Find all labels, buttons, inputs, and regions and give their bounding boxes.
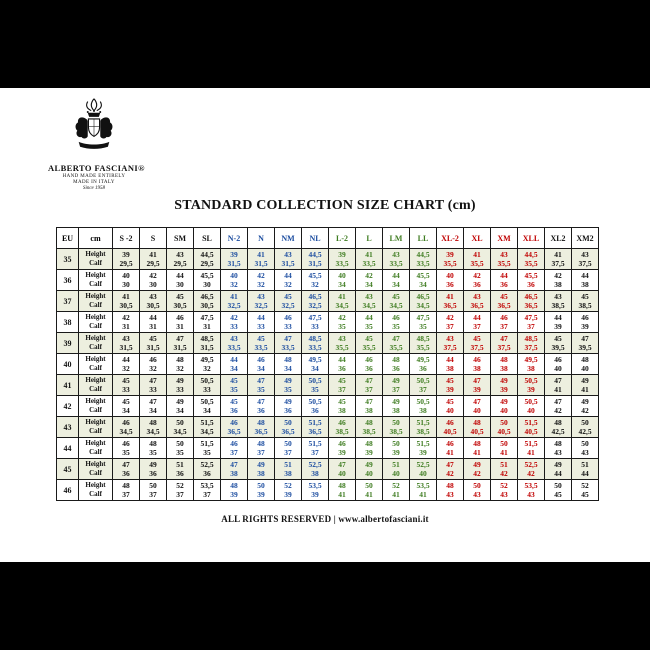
size-cell: 47 39 [464,375,491,396]
size-cell: 41 29,5 [140,249,167,270]
size-cell: 45 30,5 [167,291,194,312]
size-cell: 50 35 [167,438,194,459]
size-cell: 50,5 33 [194,375,221,396]
size-row-eu-39 [57,333,599,354]
size-cell: 49 40 [356,459,383,480]
size-cell: 46 34,5 [113,417,140,438]
size-cell: 45 39,5 [545,333,572,354]
page-title: STANDARD COLLECTION SIZE CHART (cm) [174,198,476,213]
size-cell: 41 34,5 [329,291,356,312]
size-cell: 44 38 [437,354,464,375]
size-cell: 41 36,5 [437,291,464,312]
size-cell: 53,5 37 [194,480,221,501]
table-header-row [57,228,599,249]
size-cell: 44 33 [248,312,275,333]
header-size-xl: XL [464,228,491,249]
size-cell: 47 41 [545,375,572,396]
eu-size-label: 44 [57,438,79,459]
size-cell: 46 35 [383,312,410,333]
size-cell: 45 33,5 [248,333,275,354]
size-cell: 53,5 39 [302,480,329,501]
size-cell: 47 34 [140,396,167,417]
size-cell: 42 36 [464,270,491,291]
header-size-ll: LL [410,228,437,249]
size-cell: 49 40 [491,396,518,417]
size-cell: 51,5 41 [518,438,545,459]
size-cell: 50 43 [572,438,599,459]
size-cell: 51 44 [572,459,599,480]
size-cell: 50 37 [140,480,167,501]
size-cell: 41 30,5 [113,291,140,312]
size-cell: 43 32,5 [248,291,275,312]
size-cell: 50 38,5 [383,417,410,438]
size-cell: 48,5 37,5 [518,333,545,354]
size-cell: 40 36 [437,270,464,291]
measure-labels: Height Calf [79,480,113,501]
size-cell: 50 40,5 [491,417,518,438]
size-cell: 44 36 [329,354,356,375]
size-cell: 43 35,5 [491,249,518,270]
size-cell: 52 39 [275,480,302,501]
size-cell: 44,5 35,5 [518,249,545,270]
size-cell: 51 38 [275,459,302,480]
size-cell: 50,5 35 [302,375,329,396]
size-cell: 48 41 [329,480,356,501]
size-cell: 40 30 [113,270,140,291]
size-cell: 45,5 30 [194,270,221,291]
size-cell: 46 41 [437,438,464,459]
header-size-xm2: XM2 [572,228,599,249]
size-cell: 50,5 36 [302,396,329,417]
size-cell: 46 35 [113,438,140,459]
size-cell: 46,5 32,5 [302,291,329,312]
size-cell: 47 42 [545,396,572,417]
size-cell: 51,5 38,5 [410,417,437,438]
size-cell: 43 33,5 [383,249,410,270]
size-cell: 49 36 [140,459,167,480]
size-cell: 45 36,5 [491,291,518,312]
size-cell: 42 31 [113,312,140,333]
brand-tagline-2: MADE IN ITALY [73,180,115,185]
size-row-eu-42 [57,396,599,417]
size-cell: 45 36 [221,396,248,417]
bottom-letterbox-bar [0,562,650,650]
size-cell: 47 40 [464,396,491,417]
size-cell: 51,5 36,5 [302,417,329,438]
size-cell: 49 34 [167,396,194,417]
brand-since: Since 1958 [82,186,106,191]
size-cell: 50 34,5 [167,417,194,438]
eu-size-label: 43 [57,417,79,438]
header-cm: cm [79,228,113,249]
size-cell: 39 35,5 [437,249,464,270]
measure-labels: Height Calf [79,459,113,480]
size-cell: 47,5 37 [518,312,545,333]
size-cell: 48 43 [545,438,572,459]
size-cell: 44,5 31,5 [302,249,329,270]
size-cell: 50 39 [383,438,410,459]
size-cell: 49 42 [572,396,599,417]
size-cell: 45,5 36 [518,270,545,291]
header-size-xl2: XL2 [545,228,572,249]
size-cell: 51 40 [383,459,410,480]
measure-labels: Height Calf [79,375,113,396]
size-cell: 41 33,5 [356,249,383,270]
measure-labels: Height Calf [79,333,113,354]
size-cell: 49 42 [464,459,491,480]
size-cell: 41 31,5 [248,249,275,270]
header-size-xl-2: XL-2 [437,228,464,249]
size-cell: 39 33,5 [329,249,356,270]
size-cell: 40 34 [329,270,356,291]
size-cell: 48 37 [113,480,140,501]
size-cell: 48 34 [275,354,302,375]
size-cell: 45 39 [437,375,464,396]
size-cell: 48 32 [167,354,194,375]
size-cell: 45 33 [113,375,140,396]
size-cell: 39 29,5 [113,249,140,270]
header-size-s-2: S -2 [113,228,140,249]
size-cell: 48 41 [464,438,491,459]
size-cell: 45 35 [221,375,248,396]
size-cell: 48 34,5 [140,417,167,438]
size-cell: 47 38 [221,459,248,480]
size-row-eu-38 [57,312,599,333]
measure-labels: Height Calf [79,396,113,417]
size-cell: 52,5 40 [410,459,437,480]
header-size-n-2: N-2 [221,228,248,249]
size-cell: 48 37 [248,438,275,459]
size-cell: 49 39 [491,375,518,396]
size-cell: 42 30 [140,270,167,291]
size-cell: 44,5 29,5 [194,249,221,270]
size-cell: 43 30,5 [140,291,167,312]
size-cell: 47,5 35 [410,312,437,333]
size-cell: 48,5 33,5 [302,333,329,354]
size-cell: 44 30 [167,270,194,291]
size-cell: 43 34,5 [356,291,383,312]
size-cell: 45 38,5 [572,291,599,312]
size-cell: 47,5 33 [302,312,329,333]
size-cell: 43 36,5 [464,291,491,312]
size-cell: 50,5 38 [410,396,437,417]
size-row-eu-43 [57,417,599,438]
measure-labels: Height Calf [79,249,113,270]
coat-of-arms-icon [59,96,129,160]
header-size-sl: SL [194,228,221,249]
measure-labels: Height Calf [79,417,113,438]
size-cell: 44 36 [491,270,518,291]
size-cell: 46,5 30,5 [194,291,221,312]
size-cell: 48 38,5 [356,417,383,438]
size-cell: 47 35 [248,375,275,396]
size-cell: 45 37,5 [464,333,491,354]
size-cell: 49 33 [167,375,194,396]
size-cell: 46 37 [491,312,518,333]
size-cell: 48 36 [383,354,410,375]
size-cell: 49,5 34 [302,354,329,375]
eu-size-label: 46 [57,480,79,501]
size-cell: 43 33,5 [221,333,248,354]
eu-size-label: 39 [57,333,79,354]
size-cell: 39 31,5 [221,249,248,270]
size-cell: 46 40 [545,354,572,375]
header-size-nm: NM [275,228,302,249]
size-row-eu-41 [57,375,599,396]
measure-labels: Height Calf [79,354,113,375]
size-cell: 48 40,5 [464,417,491,438]
header-size-xll: XLL [518,228,545,249]
header-size-sm: SM [167,228,194,249]
top-letterbox-bar [0,0,650,88]
size-cell: 52 41 [383,480,410,501]
brand-tagline-1: HAND MADE ENTIRELY [62,174,126,179]
eu-size-label: 37 [57,291,79,312]
size-row-eu-45 [57,459,599,480]
size-cell: 49 38 [383,396,410,417]
size-cell: 48 43 [437,480,464,501]
size-cell: 44 34 [221,354,248,375]
size-cell: 46 38,5 [329,417,356,438]
size-cell: 50 43 [464,480,491,501]
header-size-s: S [140,228,167,249]
size-row-eu-35 [57,249,599,270]
size-cell: 45 34,5 [383,291,410,312]
size-cell: 48 39 [221,480,248,501]
size-cell: 46 36 [356,354,383,375]
size-cell: 43 35,5 [329,333,356,354]
size-cell: 51,5 39 [410,438,437,459]
size-cell: 52 37 [167,480,194,501]
measure-labels: Height Calf [79,291,113,312]
size-cell: 44 38 [572,270,599,291]
size-cell: 48 38 [491,354,518,375]
size-chart-document [0,88,650,562]
size-cell: 45 31,5 [140,333,167,354]
size-cell: 47 36 [248,396,275,417]
size-cell: 51,5 40,5 [518,417,545,438]
eu-size-label: 38 [57,312,79,333]
size-cell: 53,5 41 [410,480,437,501]
header-size-lm: LM [383,228,410,249]
size-cell: 50 41 [491,438,518,459]
size-cell: 47 35,5 [383,333,410,354]
eu-size-label: 36 [57,270,79,291]
size-cell: 45,5 32 [302,270,329,291]
header-size-nl: NL [302,228,329,249]
header-size-l: L [356,228,383,249]
size-cell: 52,5 36 [194,459,221,480]
size-cell: 44 39 [545,312,572,333]
size-cell: 43 31,5 [113,333,140,354]
size-cell: 44 37 [464,312,491,333]
size-cell: 45 32,5 [275,291,302,312]
size-cell: 47 37,5 [491,333,518,354]
size-cell: 43 37,5 [437,333,464,354]
size-cell: 50,5 40 [518,396,545,417]
size-cell: 46,5 36,5 [518,291,545,312]
size-cell: 49,5 32 [194,354,221,375]
size-cell: 44 35 [356,312,383,333]
size-cell: 45 40 [437,396,464,417]
footer-text: ALL RIGHTS RESERVED | www.albertofasciani.it [221,514,429,524]
eu-size-label: 35 [57,249,79,270]
size-cell: 47 31,5 [167,333,194,354]
size-cell: 48 35 [140,438,167,459]
size-cell: 45 34 [113,396,140,417]
size-cell: 41 37,5 [545,249,572,270]
size-cell: 42 37 [437,312,464,333]
size-cell: 46 39 [329,438,356,459]
size-cell: 49 37 [383,375,410,396]
size-cell: 50,5 37 [410,375,437,396]
size-cell: 47 38 [356,396,383,417]
size-cell: 48 40 [572,354,599,375]
size-cell: 49 41 [572,375,599,396]
size-cell: 46 37 [221,438,248,459]
size-cell: 46 36,5 [221,417,248,438]
size-cell: 48,5 35,5 [410,333,437,354]
size-cell: 46 38 [464,354,491,375]
size-row-eu-44 [57,438,599,459]
size-cell: 48 36,5 [248,417,275,438]
size-cell: 48 39 [356,438,383,459]
size-cell: 50 36,5 [275,417,302,438]
size-cell: 42 38 [545,270,572,291]
eu-size-label: 42 [57,396,79,417]
size-cell: 45 37 [329,375,356,396]
size-cell: 51 36 [167,459,194,480]
size-row-eu-37 [57,291,599,312]
header-size-n: N [248,228,275,249]
size-cell: 47 42 [437,459,464,480]
size-cell: 51,5 37 [302,438,329,459]
measure-labels: Height Calf [79,270,113,291]
size-cell: 52,5 38 [302,459,329,480]
size-cell: 46 40,5 [437,417,464,438]
size-cell: 51,5 35 [194,438,221,459]
size-cell: 50 45 [545,480,572,501]
eu-size-label: 40 [57,354,79,375]
size-cell: 44,5 33,5 [410,249,437,270]
size-cell: 52 45 [572,480,599,501]
size-cell: 47 40 [329,459,356,480]
size-cell: 46 31 [167,312,194,333]
size-cell: 52,5 42 [518,459,545,480]
size-cell: 47 33,5 [275,333,302,354]
header-size-xm: XM [491,228,518,249]
size-cell: 41 35,5 [464,249,491,270]
size-cell: 46 32 [140,354,167,375]
measure-labels: Height Calf [79,312,113,333]
size-cell: 50,5 39 [518,375,545,396]
size-cell: 46,5 34,5 [410,291,437,312]
size-cell: 47 33 [140,375,167,396]
size-cell: 51 42 [491,459,518,480]
brand-logo [48,96,145,191]
size-cell: 49,5 38 [518,354,545,375]
size-cell: 44 32 [275,270,302,291]
size-row-eu-36 [57,270,599,291]
size-cell: 50 39 [248,480,275,501]
eu-size-label: 41 [57,375,79,396]
size-cell: 42 32 [248,270,275,291]
brand-name: ALBERTO FASCIANI® [48,163,145,173]
size-cell: 50 37 [275,438,302,459]
size-cell: 48,5 31,5 [194,333,221,354]
size-cell: 44 34 [383,270,410,291]
size-cell: 51,5 34,5 [194,417,221,438]
size-cell: 52 43 [491,480,518,501]
size-cell: 53,5 43 [518,480,545,501]
size-cell: 50 42,5 [572,417,599,438]
size-cell: 41 32,5 [221,291,248,312]
eu-size-label: 45 [57,459,79,480]
size-cell: 46 39 [572,312,599,333]
size-cell: 45 38 [329,396,356,417]
header-eu: EU [57,228,79,249]
size-cell: 49,5 36 [410,354,437,375]
size-cell: 42 34 [356,270,383,291]
size-cell: 49 38 [248,459,275,480]
size-row-eu-40 [57,354,599,375]
size-chart-table [56,227,599,501]
size-cell: 47 36 [113,459,140,480]
size-cell: 44 31 [140,312,167,333]
size-cell: 50,5 34 [194,396,221,417]
size-cell: 42 33 [221,312,248,333]
size-cell: 46 34 [248,354,275,375]
size-cell: 45 35,5 [356,333,383,354]
size-cell: 43 37,5 [572,249,599,270]
size-cell: 47 39,5 [572,333,599,354]
size-cell: 50 41 [356,480,383,501]
size-cell: 49 36 [275,396,302,417]
size-row-eu-46 [57,480,599,501]
size-cell: 45,5 34 [410,270,437,291]
size-cell: 47 37 [356,375,383,396]
size-cell: 43 29,5 [167,249,194,270]
size-cell: 43 31,5 [275,249,302,270]
size-cell: 43 38,5 [545,291,572,312]
size-cell: 49 35 [275,375,302,396]
size-cell: 44 32 [113,354,140,375]
measure-labels: Height Calf [79,438,113,459]
size-cell: 40 32 [221,270,248,291]
size-cell: 48 42,5 [545,417,572,438]
size-cell: 46 33 [275,312,302,333]
size-cell: 49 44 [545,459,572,480]
size-cell: 42 35 [329,312,356,333]
size-cell: 47,5 31 [194,312,221,333]
header-size-l-2: L-2 [329,228,356,249]
